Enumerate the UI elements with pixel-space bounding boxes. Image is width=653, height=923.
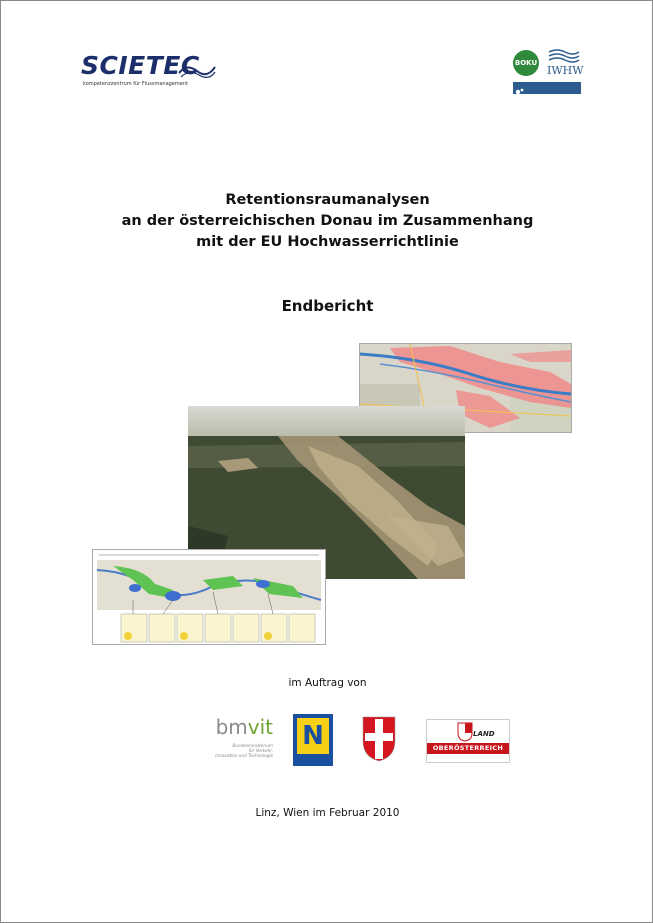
boku-iwhw-logo bbox=[513, 48, 583, 98]
commissioned-by-label: im Auftrag von bbox=[288, 677, 367, 689]
bmvit-logo bbox=[161, 715, 279, 763]
document-title bbox=[1, 190, 653, 253]
title-line: mit der EU Hochwasserrichtlinie bbox=[196, 234, 459, 250]
water-drop-icon bbox=[513, 85, 527, 97]
noe-mark: N bbox=[297, 718, 329, 754]
place-date: Linz, Wien im Februar 2010 bbox=[255, 807, 400, 819]
title-line: Retentionsraumanalysen bbox=[225, 192, 430, 208]
bmvit-subtitle: Bundesministerium für Verkehr, Innovation und Technologie bbox=[215, 743, 273, 758]
bmvit-wordmark: bmvit bbox=[215, 715, 273, 739]
iwhw-text: IWHW bbox=[547, 64, 584, 77]
scietec-tagline: kompetenzzentrum für Flussmanagement bbox=[83, 81, 188, 87]
ooe-name-bar: OBERÖSTERREICH bbox=[427, 743, 509, 754]
ooe-land-text: LAND bbox=[473, 730, 495, 738]
scietec-logo bbox=[81, 51, 221, 93]
document-subtitle: Endbericht bbox=[281, 297, 374, 315]
retention-overview-graphic bbox=[93, 550, 325, 644]
boku-seal: BOKU bbox=[513, 50, 539, 76]
iwhw-wave-icon bbox=[547, 48, 581, 64]
retention-overview-map bbox=[92, 549, 326, 645]
scietec-wave-icon bbox=[177, 61, 217, 79]
oberoesterreich-logo bbox=[426, 719, 510, 763]
wien-coat-of-arms-icon bbox=[361, 715, 397, 763]
scietec-logo-text: SCIETEC bbox=[81, 51, 200, 80]
niederoesterreich-logo bbox=[293, 714, 333, 766]
ooe-crest-icon bbox=[457, 722, 473, 742]
title-line: an der österreichischen Donau im Zusammenhang bbox=[121, 213, 534, 229]
boku-bar bbox=[513, 82, 581, 94]
